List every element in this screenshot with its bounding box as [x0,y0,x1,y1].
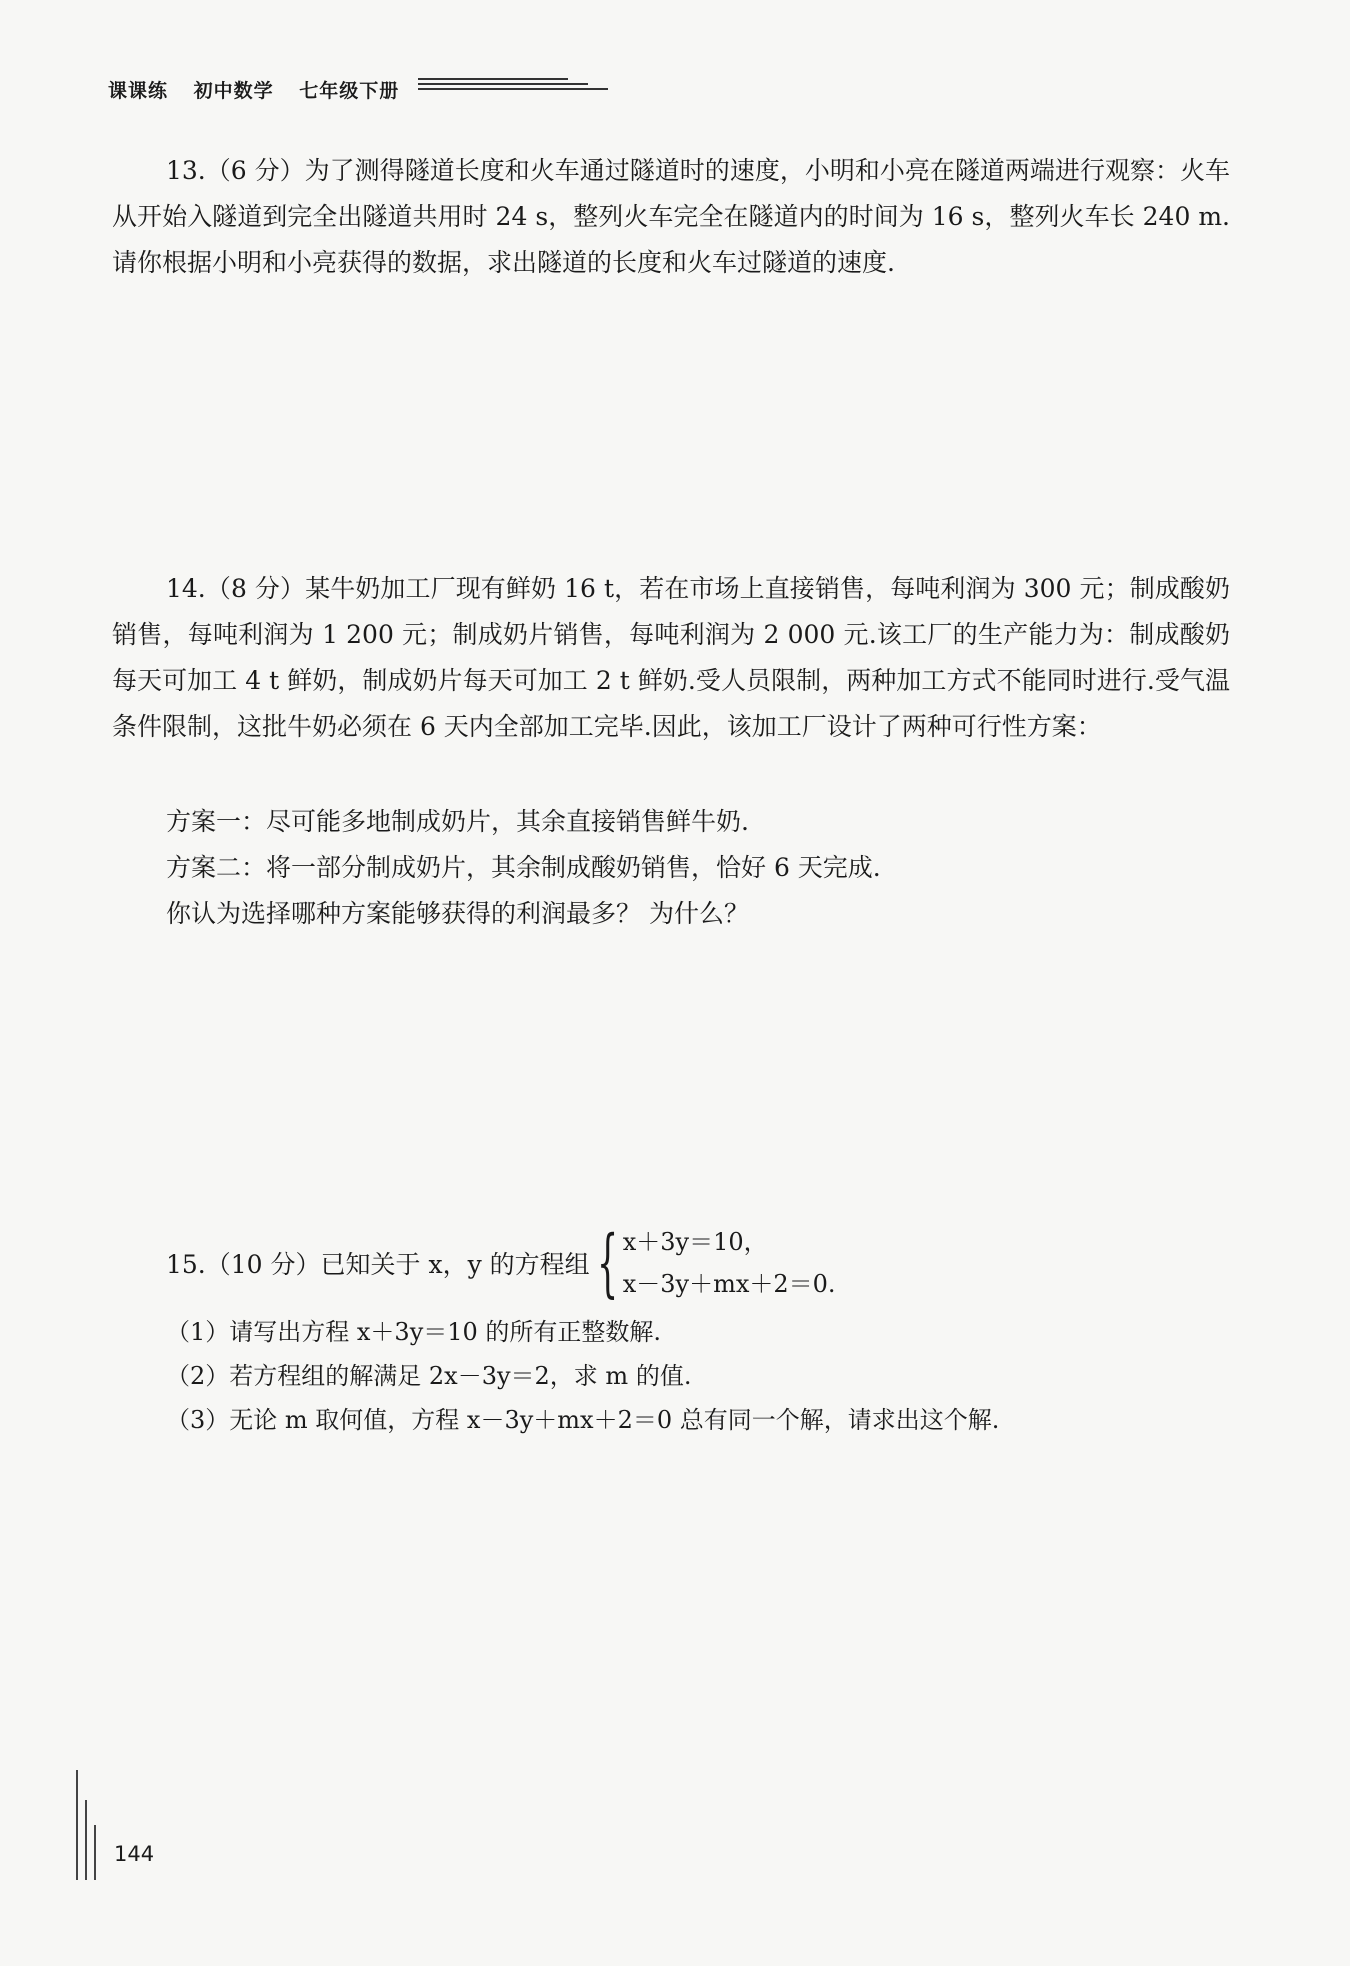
question-15-part-3: （3）无论 m 取何值，方程 x－3y＋mx＋2＝0 总有同一个解，请求出这个解. [166,1406,1000,1434]
question-15-stem-text: 15.（10 分）已知关于 x，y 的方程组 [166,1250,590,1279]
equation-1: x＋3y＝10， [622,1228,768,1256]
equation-system-brace: { [596,1220,618,1306]
header-grade: 七年级下册 [299,80,400,102]
running-header [108,76,417,103]
header-decorative-rule [418,76,618,98]
question-14-plan-1: 方案一：尽可能多地制成奶片，其余直接销售鲜牛奶. [166,807,749,836]
question-13: 13.（6 分）为了测得隧道长度和火车通过隧道时的速度，小明和小亮在隧道两端进行观察：火车从开始入隧道到完全出隧道共用时 24 s，整列火车完全在隧道内的时间为 16 s，整列火车长 240 m.请你根据小明和小亮获得的数据，求出隧道的长度和火车过隧道的速度. [112,156,1230,277]
equation-system [623,1221,836,1305]
header-subject: 初中数学 [193,80,274,102]
equation-2: x－3y＋mx＋2＝0. [622,1270,836,1298]
header-series: 课课练 [108,80,169,102]
question-15-stem [166,1222,836,1304]
page-number: 144 [114,1842,155,1866]
question-15-part-1: （1）请写出方程 x＋3y＝10 的所有正整数解. [166,1318,662,1346]
question-14-prompt: 你认为选择哪种方案能够获得的利润最多？ 为什么？ [166,899,749,928]
question-15-part-2: （2）若方程组的解满足 2x－3y＝2，求 m 的值. [166,1362,692,1390]
question-14: 14.（8 分）某牛奶加工厂现有鲜奶 16 t，若在市场上直接销售，每吨利润为 300 元；制成酸奶销售，每吨利润为 1 200 元；制成奶片销售，每吨利润为 2 000 元.该工厂的生产能力为：制成酸奶每天可加工 4 t 鲜奶，制成奶片每天可加工 2 t 鲜奶.受人员限制，两种加工方式不能同时进行.受气温条件限制，这批牛奶必须在 6 天内全部加工完毕.因此，该加工厂设计了两种可行性方案： [112,574,1230,741]
question-14-plan-2: 方案二：将一部分制成奶片，其余制成酸奶销售，恰好 6 天完成. [166,853,881,882]
page-margin-bars [76,1770,106,1880]
